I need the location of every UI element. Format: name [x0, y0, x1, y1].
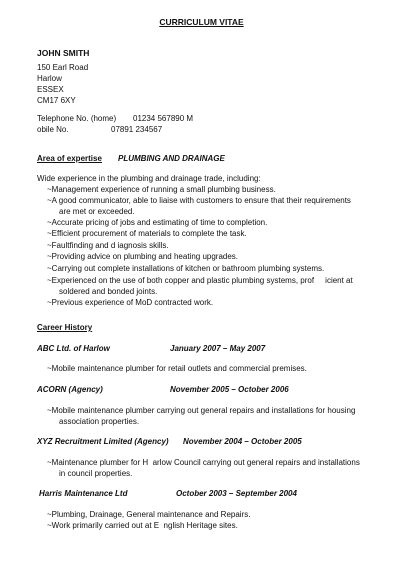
- mobile-label: obile No.: [37, 125, 69, 134]
- job-employer: ACORN (Agency): [37, 385, 103, 394]
- list-item: ~Carrying out complete installations of kitchen or bathroom plumbing systems.: [47, 264, 325, 273]
- list-item: ~Efficient procurement of materials to complete the task.: [47, 229, 247, 238]
- candidate-name: JOHN SMITH: [37, 48, 90, 58]
- job-employer: ABC Ltd. of Harlow: [37, 344, 110, 353]
- list-item-continuation: in council properties.: [59, 469, 133, 478]
- address-line: CM17 6XY: [37, 96, 76, 105]
- job-dates: October 2003 – September 2004: [176, 489, 297, 498]
- expertise-intro: Wide experience in the plumbing and drainage trade, including:: [37, 174, 261, 183]
- address-line: ESSEX: [37, 85, 64, 94]
- list-item: ~Management experience of running a small plumbing business.: [47, 185, 276, 194]
- job-employer: XYZ Recruitment Limited (Agency): [37, 437, 169, 446]
- document-title: CURRICULUM VITAE: [159, 17, 244, 27]
- list-item: ~Providing advice on plumbing and heating upgrades.: [47, 252, 239, 261]
- list-item: ~Maintenance plumber for H arlow Council carrying out general repairs and installations: [47, 458, 360, 467]
- job-employer: Harris Maintenance Ltd: [39, 489, 128, 498]
- list-item: ~Plumbing, Drainage, General maintenance and Repairs.: [47, 510, 251, 519]
- list-item: ~A good communicator, able to liaise with customers to ensure that their requirements: [47, 196, 351, 205]
- phone-value: 01234 567890 M: [133, 114, 194, 123]
- list-item: ~Previous experience of MoD contracted work.: [47, 298, 214, 307]
- list-item: ~Mobile maintenance plumber for retail outlets and commercial premises.: [47, 364, 307, 373]
- list-item-continuation: association properties.: [59, 417, 140, 426]
- address-line: 150 Earl Road: [37, 63, 89, 72]
- address-line: Harlow: [37, 74, 62, 83]
- list-item-continuation: are met or exceeded.: [59, 207, 135, 216]
- expertise-heading: Area of expertise: [37, 154, 102, 163]
- career-heading: Career History: [37, 323, 93, 332]
- list-item: ~Work primarily carried out at E nglish Heritage sites.: [47, 521, 238, 530]
- list-item: ~Experienced on the use of both copper and plastic plumbing systems, prof icient at: [47, 276, 353, 285]
- job-dates: November 2005 – October 2006: [170, 385, 289, 394]
- job-dates: November 2004 – October 2005: [183, 437, 302, 446]
- list-item: ~Mobile maintenance plumber carrying out general repairs and installations for housing: [47, 406, 356, 415]
- list-item-continuation: soldered and bonded joints.: [59, 287, 158, 296]
- job-dates: January 2007 – May 2007: [170, 344, 266, 353]
- list-item: ~Faultfinding and d iagnosis skills.: [47, 241, 169, 250]
- expertise-field: PLUMBING AND DRAINAGE: [118, 154, 225, 163]
- phone-label: Telephone No. (home): [37, 114, 117, 123]
- list-item: ~Accurate pricing of jobs and estimating of time to completion.: [47, 218, 268, 227]
- mobile-value: 07891 234567: [111, 125, 163, 134]
